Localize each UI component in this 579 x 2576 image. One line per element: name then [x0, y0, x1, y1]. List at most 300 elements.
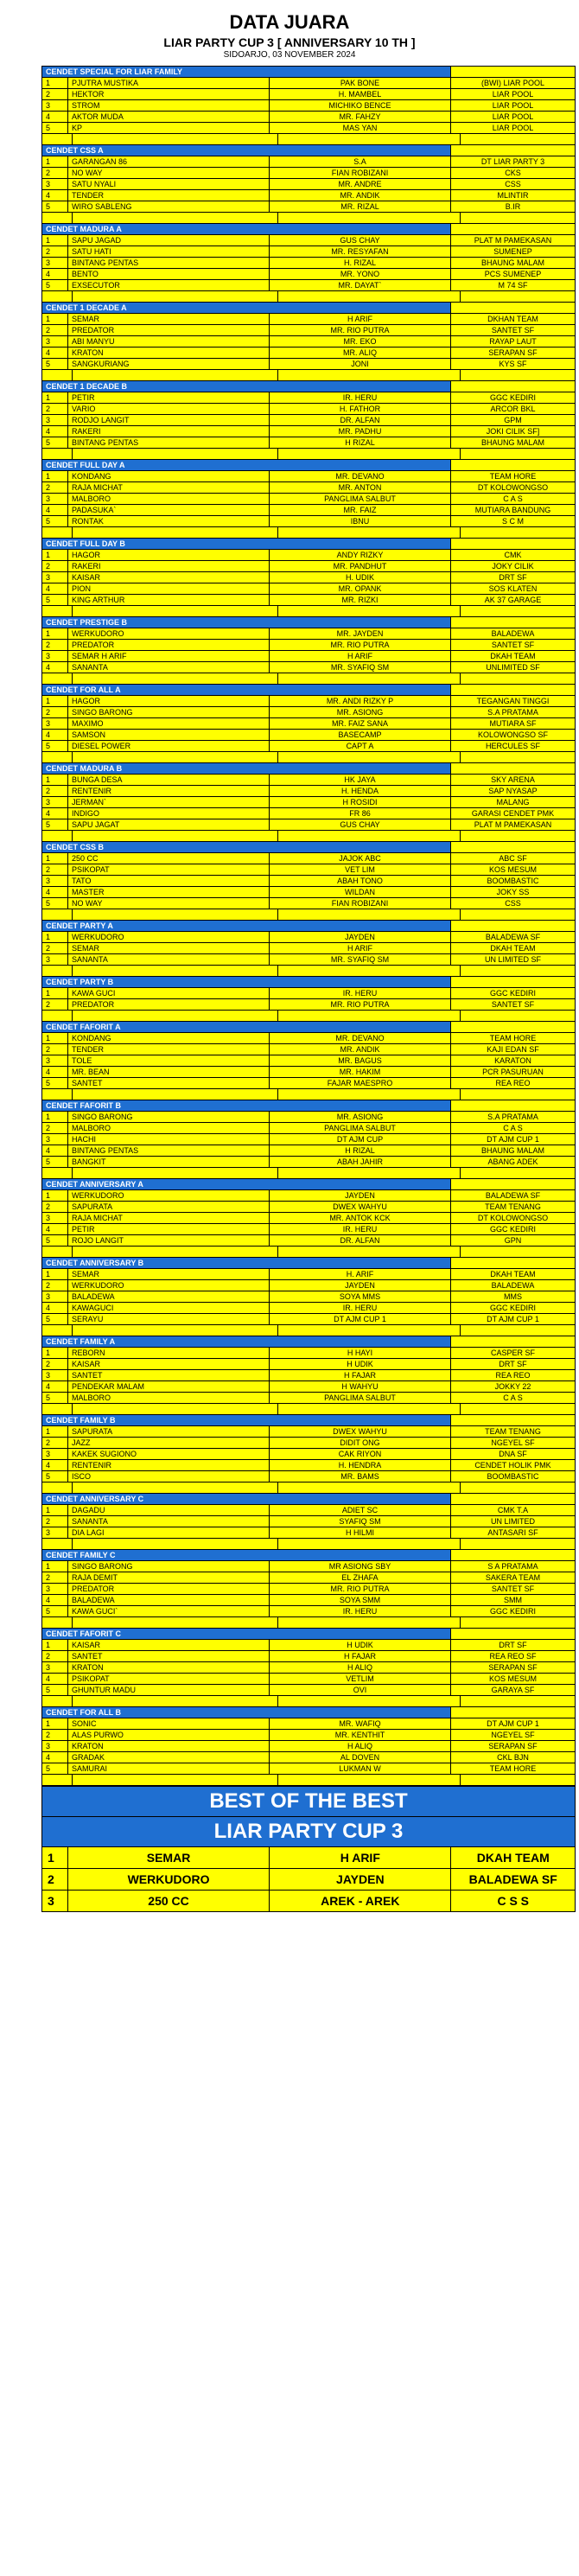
best-row — [41, 1890, 576, 1912]
bird-name-cell: INDIGO — [68, 808, 270, 819]
category-title: CENDET PARTY A — [42, 921, 451, 931]
team-cell: ARCOR BKL — [490, 405, 536, 413]
table-row — [42, 471, 575, 482]
owner-cell: MR. PADHU — [270, 426, 451, 437]
owner-cell: H FAJAR — [270, 1651, 451, 1661]
spacer-row — [42, 291, 575, 303]
category-title-row — [42, 977, 575, 988]
owner-cell: DR. ALFAN — [270, 415, 451, 425]
bird-name-cell: KP — [68, 123, 270, 133]
category-title-row — [42, 381, 575, 392]
category-title: CENDET FOR ALL B — [42, 1707, 451, 1718]
team-cell: UN LIMITED — [490, 1517, 535, 1526]
best-bird-cell: WERKUDORO — [68, 1869, 270, 1890]
table-row — [42, 336, 575, 348]
category-title: CENDET ANNIVERSARY C — [42, 1494, 451, 1504]
team-cell: DNA SF — [499, 1450, 527, 1458]
table-row — [42, 1584, 575, 1595]
table-row — [42, 819, 575, 831]
bird-name-cell: SAMSON — [68, 730, 270, 740]
team-cell: JOKY SS — [496, 888, 530, 896]
rank-cell: 2 — [42, 404, 68, 414]
bird-name-cell: AKTOR MUDA — [68, 112, 270, 122]
team-cell: BALADEWA SF — [485, 1191, 541, 1200]
owner-cell: H. MAMBEL — [270, 89, 451, 99]
bird-name-cell: KAISAR — [68, 1359, 270, 1369]
bird-name-cell: SANANTA — [68, 662, 270, 673]
table-row — [42, 505, 575, 516]
table-row — [42, 1134, 575, 1145]
table-row — [42, 494, 575, 505]
owner-cell: DWEX WAHYU — [270, 1202, 451, 1212]
table-row — [42, 988, 575, 999]
bird-name-cell: SERAYU — [68, 1314, 270, 1324]
rank-cell: 4 — [42, 1381, 68, 1392]
bird-name-cell: REBORN — [68, 1348, 270, 1358]
owner-cell: FIAN ROBIZANI — [270, 168, 451, 178]
owner-cell: FR 86 — [270, 808, 451, 819]
owner-cell: ABAH JAHIR — [270, 1157, 451, 1167]
rank-cell: 4 — [42, 583, 68, 594]
rank-cell: 5 — [42, 516, 68, 526]
team-cell: LIAR POOL — [492, 124, 534, 132]
team-cell: REA REO — [495, 1371, 531, 1380]
spacer-row — [42, 213, 575, 224]
table-row — [42, 954, 575, 966]
rank-cell: 2 — [42, 561, 68, 571]
table-row — [42, 1033, 575, 1044]
team-cell: BOOMBASTIC — [487, 877, 539, 885]
table-row — [42, 1572, 575, 1584]
bird-name-cell: PSIKOPAT — [68, 864, 270, 875]
bird-name-cell: WERKUDORO — [68, 932, 270, 942]
owner-cell: MR ASIONG SBY — [270, 1561, 451, 1572]
best-bird-cell: SEMAR — [68, 1847, 270, 1868]
bird-name-cell: STROM — [68, 100, 270, 111]
bird-name-cell: SEMAR — [68, 314, 270, 324]
rank-cell: 2 — [42, 864, 68, 875]
owner-cell: JAYDEN — [270, 1280, 451, 1291]
owner-cell: MR. ASIONG — [270, 707, 451, 717]
bird-name-cell: NO WAY — [68, 168, 270, 178]
table-row — [42, 1303, 575, 1314]
owner-cell: MR. ANDRE — [270, 179, 451, 189]
table-row — [42, 853, 575, 864]
bird-name-cell: MR. BEAN — [68, 1067, 270, 1077]
owner-cell: SOYA SMM — [270, 1595, 451, 1605]
bird-name-cell: RENTENIR — [68, 1460, 270, 1470]
team-cell: JOKY CILIK — [492, 562, 534, 571]
category-title: CENDET 1 DECADE B — [42, 381, 451, 392]
rank-cell: 1 — [42, 1718, 68, 1729]
team-cell: PLAT M PAMEKASAN — [474, 236, 552, 245]
owner-cell: MR. YONO — [270, 269, 451, 279]
category-title-row — [42, 67, 575, 78]
owner-cell: H HILMI — [270, 1527, 451, 1538]
rank-cell: 5 — [42, 1235, 68, 1246]
bird-name-cell: KAISAR — [68, 1640, 270, 1650]
spacer-row — [42, 1404, 575, 1415]
bird-name-cell: KONDANG — [68, 471, 270, 481]
team-cell: DT AJM CUP 1 — [487, 1315, 539, 1323]
category-title: CENDET 1 DECADE A — [42, 303, 451, 313]
team-cell: S.A PRATAMA — [487, 1113, 538, 1121]
table-row — [42, 1460, 575, 1471]
rank-cell: 4 — [42, 1752, 68, 1763]
bird-name-cell: HAGOR — [68, 550, 270, 560]
rank-cell: 1 — [42, 932, 68, 942]
rank-cell: 1 — [42, 550, 68, 560]
spacer-row — [42, 527, 575, 539]
table-row — [42, 1269, 575, 1280]
bird-name-cell: BINTANG PENTAS — [68, 1145, 270, 1156]
category-section — [42, 381, 575, 460]
rank-cell: 2 — [42, 168, 68, 178]
bird-name-cell: KAWA GUCI — [68, 988, 270, 998]
team-cell: LIAR POOL — [492, 101, 534, 110]
category-section — [42, 921, 575, 977]
bird-name-cell: SANGKURIANG — [68, 359, 270, 369]
table-row — [42, 1381, 575, 1393]
category-title: CENDET MADURA B — [42, 763, 451, 774]
rank-cell: 3 — [42, 1662, 68, 1673]
rank-cell: 5 — [42, 1471, 68, 1482]
table-row — [42, 1438, 575, 1449]
spacer-row — [42, 1482, 575, 1494]
team-cell: CMK — [504, 551, 522, 559]
owner-cell: WILDAN — [270, 887, 451, 897]
owner-cell: JAYDEN — [270, 932, 451, 942]
owner-cell: EL ZHAFA — [270, 1572, 451, 1583]
bird-name-cell: RONTAK — [68, 516, 270, 526]
bird-name-cell: KRATON — [68, 1741, 270, 1751]
owner-cell: H. FATHOR — [270, 404, 451, 414]
owner-cell: MR. BAGUS — [270, 1055, 451, 1066]
category-section — [42, 1707, 575, 1786]
rank-cell: 3 — [42, 1291, 68, 1302]
spacer-row — [42, 1247, 575, 1258]
rank-cell: 1 — [42, 156, 68, 167]
team-cell: DRT SF — [499, 1641, 527, 1649]
bird-name-cell: TATO — [68, 876, 270, 886]
owner-cell: MR. ANTON — [270, 482, 451, 493]
table-row — [42, 932, 575, 943]
rank-cell: 5 — [42, 898, 68, 909]
bird-name-cell: TENDER — [68, 1044, 270, 1055]
table-row — [42, 246, 575, 258]
owner-cell: MR. SYAFIQ SM — [270, 662, 451, 673]
category-section — [42, 1100, 575, 1179]
category-section — [42, 1258, 575, 1336]
table-row — [42, 696, 575, 707]
table-row — [42, 1674, 575, 1685]
table-row — [42, 707, 575, 718]
rank-cell: 1 — [42, 78, 68, 88]
team-cell: TEAM HORE — [489, 1034, 537, 1043]
table-row — [42, 561, 575, 572]
best-title-line1: BEST OF THE BEST — [41, 1786, 576, 1816]
table-row — [42, 482, 575, 494]
bird-name-cell: MALBORO — [68, 494, 270, 504]
rank-cell: 1 — [42, 1426, 68, 1437]
table-row — [42, 1224, 575, 1235]
bird-name-cell: BALADEWA — [68, 1291, 270, 1302]
category-section — [42, 67, 575, 145]
rank-cell: 3 — [42, 415, 68, 425]
owner-cell: MR. FAIZ — [270, 505, 451, 515]
rank-cell: 4 — [42, 1067, 68, 1077]
table-row — [42, 112, 575, 123]
bird-name-cell: SANTET — [68, 1078, 270, 1088]
team-cell: MMS — [504, 1292, 522, 1301]
team-cell: SUMENEP — [493, 247, 532, 256]
owner-cell: BASECAMP — [270, 730, 451, 740]
owner-cell: MR. RIO PUTRA — [270, 325, 451, 335]
owner-cell: IR. HERU — [270, 988, 451, 998]
best-rank-cell: 3 — [42, 1891, 68, 1911]
team-cell: BOOMBASTIC — [487, 1472, 539, 1481]
category-title: CENDET CSS A — [42, 145, 451, 156]
rank-cell: 3 — [42, 1584, 68, 1594]
team-cell: DRT SF — [499, 573, 527, 582]
bird-name-cell: BINTANG PENTAS — [68, 437, 270, 448]
table-row — [42, 1044, 575, 1055]
team-cell: CASPER SF — [490, 1349, 535, 1357]
team-cell: DKHAN TEAM — [487, 315, 538, 323]
category-section — [42, 685, 575, 763]
rank-cell: 5 — [42, 1606, 68, 1616]
team-cell: SOS KLATEN — [488, 584, 538, 593]
table-row — [42, 1527, 575, 1539]
team-cell: DRT SF — [499, 1360, 527, 1368]
owner-cell: H. HENDA — [270, 786, 451, 796]
table-row — [42, 359, 575, 370]
bird-name-cell: RODJO LANGIT — [68, 415, 270, 425]
rank-cell: 5 — [42, 1314, 68, 1324]
bird-name-cell: HAGOR — [68, 696, 270, 706]
owner-cell: MICHIKO BENCE — [270, 100, 451, 111]
bird-name-cell: MASTER — [68, 887, 270, 897]
team-cell: KARATON — [494, 1056, 531, 1065]
owner-cell: MR. HAKIM — [270, 1067, 451, 1077]
spacer-row — [42, 370, 575, 381]
team-cell: SANTET SF — [491, 326, 535, 335]
rank-cell: 3 — [42, 954, 68, 965]
bird-name-cell: SANANTA — [68, 1516, 270, 1527]
table-row — [42, 898, 575, 909]
rank-cell: 5 — [42, 1078, 68, 1088]
team-cell: LIAR POOL — [492, 90, 534, 99]
owner-cell: AL DOVEN — [270, 1752, 451, 1763]
owner-cell: IR. HERU — [270, 1606, 451, 1616]
category-title: CENDET FAFORIT C — [42, 1629, 451, 1639]
table-row — [42, 235, 575, 246]
rank-cell: 5 — [42, 741, 68, 751]
team-cell: S C M — [501, 517, 524, 526]
team-cell: GARASI CENDET PMK — [471, 809, 555, 818]
spacer-row — [42, 1539, 575, 1550]
rank-cell: 2 — [42, 325, 68, 335]
document-title: DATA JUARA — [229, 11, 350, 33]
bird-name-cell: MAXIMO — [68, 718, 270, 729]
owner-cell: H. HENDRA — [270, 1460, 451, 1470]
best-owner-cell: H ARIF — [270, 1847, 451, 1868]
bird-name-cell: 250 CC — [68, 853, 270, 864]
team-cell: SERAPAN SF — [488, 348, 538, 357]
owner-cell: ANDY RIZKY — [270, 550, 451, 560]
spacer-row — [42, 1325, 575, 1336]
rank-cell: 1 — [42, 1348, 68, 1358]
owner-cell: H. ARIF — [270, 1269, 451, 1279]
rank-cell: 2 — [42, 786, 68, 796]
category-section — [42, 1179, 575, 1258]
category-section — [42, 617, 575, 685]
owner-cell: MR. RIO PUTRA — [270, 640, 451, 650]
owner-cell: HK JAYA — [270, 775, 451, 785]
team-cell: MALANG — [496, 798, 530, 807]
owner-cell: FAJAR MAESPRO — [270, 1078, 451, 1088]
team-cell: TEAM TENANG — [485, 1202, 541, 1211]
spacer-row — [42, 134, 575, 145]
team-cell: PCS SUMENEP — [484, 270, 542, 278]
category-title: CENDET SPECIAL FOR LIAR FAMILY — [42, 67, 451, 77]
owner-cell: MR. EKO — [270, 336, 451, 347]
table-row — [42, 741, 575, 752]
bird-name-cell: BANGKIT — [68, 1157, 270, 1167]
bird-name-cell: DIA LAGI — [68, 1527, 270, 1538]
table-row — [42, 426, 575, 437]
bird-name-cell: GHUNTUR MADU — [68, 1685, 270, 1695]
owner-cell: OVI — [270, 1685, 451, 1695]
rank-cell: 3 — [42, 876, 68, 886]
bird-name-cell: DIESEL POWER — [68, 741, 270, 751]
category-title-row — [42, 1179, 575, 1190]
category-title: CENDET ANNIVERSARY A — [42, 1179, 451, 1189]
bird-name-cell: PETIR — [68, 1224, 270, 1234]
table-row — [42, 1426, 575, 1438]
category-section — [42, 1550, 575, 1629]
bird-name-cell: PETIR — [68, 392, 270, 403]
owner-cell: DT AJM CUP — [270, 1134, 451, 1145]
team-cell: NGEYEL SF — [491, 1731, 535, 1739]
bird-name-cell: ISCO — [68, 1471, 270, 1482]
team-cell: GGC KEDIRI — [489, 1607, 536, 1616]
category-title: CENDET FAMILY C — [42, 1550, 451, 1560]
owner-cell: IBNU — [270, 516, 451, 526]
rank-cell: 4 — [42, 348, 68, 358]
rank-cell: 3 — [42, 651, 68, 661]
bird-name-cell: SANTET — [68, 1370, 270, 1380]
bird-name-cell: GRADAK — [68, 1752, 270, 1763]
table-row — [42, 1651, 575, 1662]
team-cell: CKS — [505, 169, 521, 177]
team-cell: KAJI EDAN SF — [487, 1045, 539, 1054]
rank-cell: 3 — [42, 1527, 68, 1538]
team-cell: SAP NYASAP — [488, 787, 538, 795]
category-title: CENDET FAMILY A — [42, 1336, 451, 1347]
team-cell: BHAUNG MALAM — [480, 258, 544, 267]
owner-cell: H ROSIDI — [270, 797, 451, 807]
category-section — [42, 145, 575, 224]
rank-cell: 1 — [42, 1561, 68, 1572]
team-cell: SERAPAN SF — [488, 1742, 538, 1750]
team-cell: GPN — [504, 1236, 522, 1245]
owner-cell: IR. HERU — [270, 1303, 451, 1313]
team-cell: UN LIMITED SF — [484, 955, 541, 964]
table-row — [42, 1112, 575, 1123]
table-row — [42, 943, 575, 954]
rank-cell: 4 — [42, 1460, 68, 1470]
table-row — [42, 1516, 575, 1527]
owner-cell: FIAN ROBIZANI — [270, 898, 451, 909]
best-rank-cell: 2 — [42, 1869, 68, 1890]
team-cell: BALADEWA — [491, 1281, 535, 1290]
bird-name-cell: VARIO — [68, 404, 270, 414]
bird-name-cell: SANTET — [68, 1651, 270, 1661]
team-cell: SANTET SF — [491, 1584, 535, 1593]
bird-name-cell: PREDATOR — [68, 640, 270, 650]
bird-name-cell: SATU NYALI — [68, 179, 270, 189]
rank-cell: 5 — [42, 1685, 68, 1695]
table-row — [42, 1393, 575, 1404]
owner-cell: IR. HERU — [270, 392, 451, 403]
owner-cell: MR. DEVANO — [270, 1033, 451, 1043]
bird-name-cell: HEKTOR — [68, 89, 270, 99]
rank-cell: 2 — [42, 1123, 68, 1133]
table-row — [42, 876, 575, 887]
team-cell: UNLIMITED SF — [486, 663, 540, 672]
team-cell: GARAYA SF — [491, 1686, 535, 1694]
spacer-row — [42, 1775, 575, 1786]
best-row — [41, 1868, 576, 1890]
owner-cell: MR. ANDIK — [270, 1044, 451, 1055]
rank-cell: 3 — [42, 258, 68, 268]
category-title-row — [42, 1022, 575, 1033]
bird-name-cell: DAGADU — [68, 1505, 270, 1515]
team-cell: AK 37 GARAGE — [484, 596, 542, 604]
table-row — [42, 78, 575, 89]
rank-cell: 1 — [42, 628, 68, 639]
bird-name-cell: PION — [68, 583, 270, 594]
spacer-row — [42, 752, 575, 763]
bird-name-cell: SAPURATA — [68, 1426, 270, 1437]
category-section — [42, 1415, 575, 1494]
owner-cell: H ARIF — [270, 943, 451, 953]
table-row — [42, 640, 575, 651]
owner-cell: H UDIK — [270, 1640, 451, 1650]
team-cell: PCR PASURUAN — [482, 1068, 544, 1076]
team-cell: C A S — [503, 1124, 523, 1132]
owner-cell: PAK BONE — [270, 78, 451, 88]
rank-cell: 1 — [42, 1190, 68, 1201]
rank-cell: 1 — [42, 392, 68, 403]
best-title-line2: LIAR PARTY CUP 3 — [41, 1816, 576, 1846]
team-cell: SERAPAN SF — [488, 1663, 538, 1672]
table-row — [42, 1730, 575, 1741]
bird-name-cell: BUNGA DESA — [68, 775, 270, 785]
bird-name-cell: SATU HATI — [68, 246, 270, 257]
bird-name-cell: KAWAGUCI — [68, 1303, 270, 1313]
table-row — [42, 168, 575, 179]
bird-name-cell: SINGO BARONG — [68, 1112, 270, 1122]
rank-cell: 3 — [42, 797, 68, 807]
rank-cell: 4 — [42, 1595, 68, 1605]
category-section — [42, 1629, 575, 1707]
owner-cell: MR. KENTHIT — [270, 1730, 451, 1740]
best-bird-cell: 250 CC — [68, 1891, 270, 1911]
spacer-row — [42, 1089, 575, 1100]
table-row — [42, 797, 575, 808]
